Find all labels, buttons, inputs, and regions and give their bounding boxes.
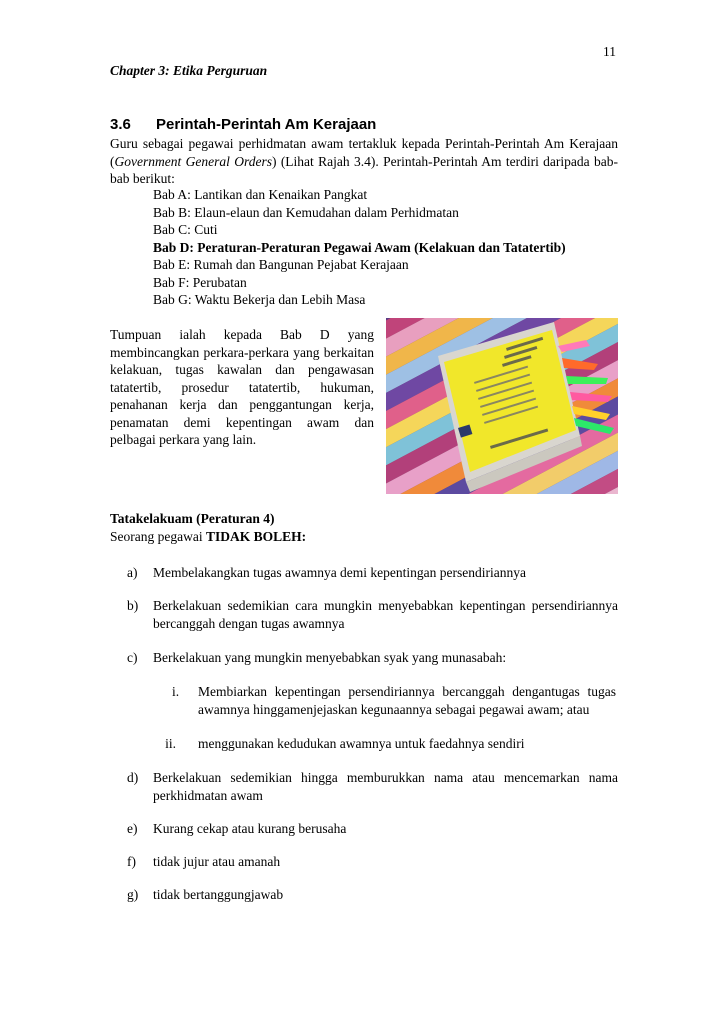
running-header: Chapter 3: Etika Perguruan <box>110 63 268 78</box>
focus-paragraph: Tumpuan ialah kepada Bab D yang membincangkan perkara-perkara yang berkaitan kelakuan, tugas kawalan dan pengawasan tatatertib, prosedur tatatertib, hukuman, penahanan kerja dan penggantungan kerja, penamatan demi kepentingan awam dan pelbagai perkara yang lain. <box>110 327 374 447</box>
list-marker: e) <box>127 821 138 836</box>
chapter-item: Bab E: Rumah dan Bangunan Pejabat Kerajaan <box>153 257 409 272</box>
chapter-list <box>153 186 566 309</box>
conduct-heading: Tatakelakuam (Peraturan 4) <box>110 511 275 526</box>
list-marker: f) <box>127 854 136 869</box>
list-marker: ii. <box>165 736 176 751</box>
list-marker: c) <box>127 650 138 665</box>
conduct-intro-plain: Seorang pegawai <box>110 529 206 544</box>
list-marker: b) <box>127 598 139 613</box>
chapter-item-highlighted: Bab D: Peraturan-Peraturan Pegawai Awam (Kelakuan dan Tatatertib) <box>153 239 566 255</box>
list-marker: g) <box>127 887 139 902</box>
list-marker: a) <box>127 565 138 580</box>
section-number: 3.6 <box>110 116 131 133</box>
list-item-text: Berkelakuan sedemikian hingga memburukkan nama atau mencemarkan nama perkhidmatan awam <box>153 770 618 803</box>
conduct-intro-bold: TIDAK BOLEH: <box>205 529 307 544</box>
chapter-item: Bab G: Waktu Bekerja dan Lebih Masa <box>153 292 366 307</box>
conduct-item-c <box>127 649 618 667</box>
conduct-subitem-i <box>150 683 616 718</box>
list-marker: i. <box>172 684 180 699</box>
conduct-intro <box>110 529 306 545</box>
conduct-item-g <box>127 886 618 904</box>
conduct-item-e <box>127 820 618 838</box>
list-item-text: tidak jujur atau amanah <box>153 854 281 869</box>
list-item-text: Berkelakuan sedemikian cara mungkin menyebabkan kepentingan persendiriannya bercanggah dengan tugas awamnya <box>153 598 618 631</box>
chapter-item: Bab A: Lantikan dan Kenaikan Pangkat <box>153 187 368 202</box>
section-title: Perintah-Perintah Am Kerajaan <box>156 116 377 133</box>
list-item-text: Membiarkan kepentingan persendiriannya bercanggah dengantugas tugas awamnya hinggamenjejaskan kegunaannya sebagai pegawai awam; atau <box>198 684 616 717</box>
conduct-item-f <box>127 853 618 871</box>
list-item-text: Membelakangkan tugas awamnya demi kepentingan persendiriannya <box>153 565 526 580</box>
intro-text-1: Guru sebagai pegawai perhidmatan awam tertakluk kepada Perintah-Perintah Am Kerajaan ( <box>110 136 618 169</box>
conduct-item-d <box>127 769 618 804</box>
conduct-item-b <box>127 597 618 632</box>
intro-paragraph <box>110 135 618 188</box>
book-photo <box>386 318 618 494</box>
conduct-subitem-ii <box>150 735 616 753</box>
intro-text-2: ) (Lihat Rajah 3.4). Perintah-Perintah Am terdiri daripada bab-bab berikut: <box>110 153 619 186</box>
page-number: 11 <box>603 44 616 59</box>
list-item-text: Kurang cekap atau kurang berusaha <box>153 821 347 836</box>
chapter-item: Bab F: Perubatan <box>153 274 247 290</box>
chapter-item: Bab C: Cuti <box>153 222 218 237</box>
list-marker: d) <box>127 770 139 785</box>
list-item-text: menggunakan kedudukan awamnya untuk faedahnya sendiri <box>198 736 525 751</box>
chapter-item: Bab B: Elaun-elaun dan Kemudahan dalam Perhidmatan <box>153 204 459 220</box>
list-item-text: Berkelakuan yang mungkin menyebabkan syak yang munasabah: <box>153 650 507 665</box>
intro-text-italic: Government General Orders <box>114 153 272 169</box>
conduct-item-a <box>127 564 618 582</box>
list-item-text: tidak bertanggungjawab <box>153 887 284 902</box>
section-heading <box>110 116 376 133</box>
